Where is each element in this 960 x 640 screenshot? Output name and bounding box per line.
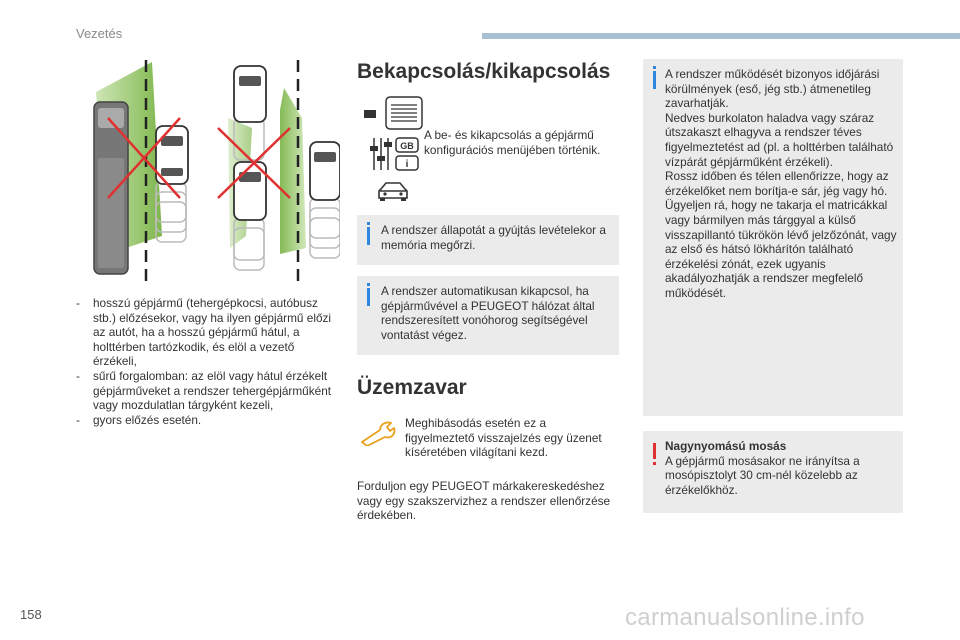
info-icon bbox=[653, 66, 656, 69]
list-item: - sűrű forgalomban: az elöl vagy hátul érzékelt gépjárműveket a rendszer tehergépjárműként vagy mozdulatlan tárgyként kezeli, bbox=[76, 368, 332, 413]
config-text: A be- és kikapcsolás a gépjármű konfigurációs menüjében történik. bbox=[424, 128, 601, 157]
info-icon bbox=[367, 283, 370, 286]
screen-menu-icon bbox=[362, 96, 424, 132]
list-item: - hosszú gépjármű (tehergépkocsi, autóbusz stb.) előzésekor, vagy ha ilyen gépjármű előzi az autót, ha a hosszú gépjármű hátul, a holttérben tartózkodik, és elöl a vezető érzékeli, bbox=[76, 296, 332, 369]
warning-box-washing: Nagynyomású mosás A gépjármű mosásakor ne irányítsa a mosópisztolyt 30 cm-nél közelebb az érzékelőkhöz. bbox=[643, 431, 903, 513]
section-heading-fault: Üzemzavar bbox=[357, 376, 467, 399]
info-box-memory: A rendszer állapotát a gyújtás levételekor a memória megőrzi. bbox=[357, 215, 619, 265]
info-box-towing: A rendszer automatikusan kikapcsol, ha gépjárművével a PEUGEOT hálózat által rendszeresített vonóhorog segítségével vontatást végez. bbox=[357, 276, 619, 355]
page-number: 158 bbox=[20, 607, 42, 622]
info-label: i bbox=[405, 159, 409, 170]
watermark: carmanualsonline.info bbox=[625, 604, 865, 631]
car-front-icon bbox=[376, 180, 410, 202]
info-icon bbox=[367, 222, 370, 225]
section-title: Vezetés bbox=[76, 26, 123, 41]
settings-gb-icon bbox=[366, 134, 422, 174]
dealer-text: Forduljon egy PEUGEOT márkakereskedéshez vagy egy szakszervizhez a rendszer ellenőrzése érdekében. bbox=[357, 479, 611, 523]
section-heading-onoff: Bekapcsolás/kikapcsolás bbox=[357, 60, 611, 83]
wrench-warning-icon bbox=[358, 420, 402, 446]
car-overtake-illustration bbox=[84, 58, 340, 288]
list-item: - gyors előzés esetén. bbox=[76, 412, 202, 427]
gb-label: GB bbox=[400, 141, 414, 151]
header-bar bbox=[482, 33, 960, 39]
info-box-weather: A rendszer működését bizonyos időjárási körülmények (eső, jég stb.) átmenetileg zavarhatják. Nedves burkolaton haladva vagy száraz útszakaszt elhagyva a rendszer téves figyelmeztetést ad (pl. a holttérben található vízpárát gépjárműként érzékeli). Rossz időben és télen ellenőrizze, hogy az érzékelőket nem borítja-e sár, jég vagy hó. Ügyeljen rá, hogy ne takarja el matricákkal vagy bármilyen más tárggyal a külső visszapillantó tükrökön lévő jelzőzónát, vagy az első és hátsó lökhárítón található érzékelési zónát, ezek ugyanis akadályozhatják a rendszer megfelelő működését. bbox=[643, 59, 903, 416]
fault-text: Meghibásodás esetén ez a figyelmeztető visszajelzés egy üzenet kíséretében világítani kezd. bbox=[405, 416, 602, 460]
warning-icon bbox=[653, 443, 656, 459]
limitations-list bbox=[76, 296, 336, 427]
